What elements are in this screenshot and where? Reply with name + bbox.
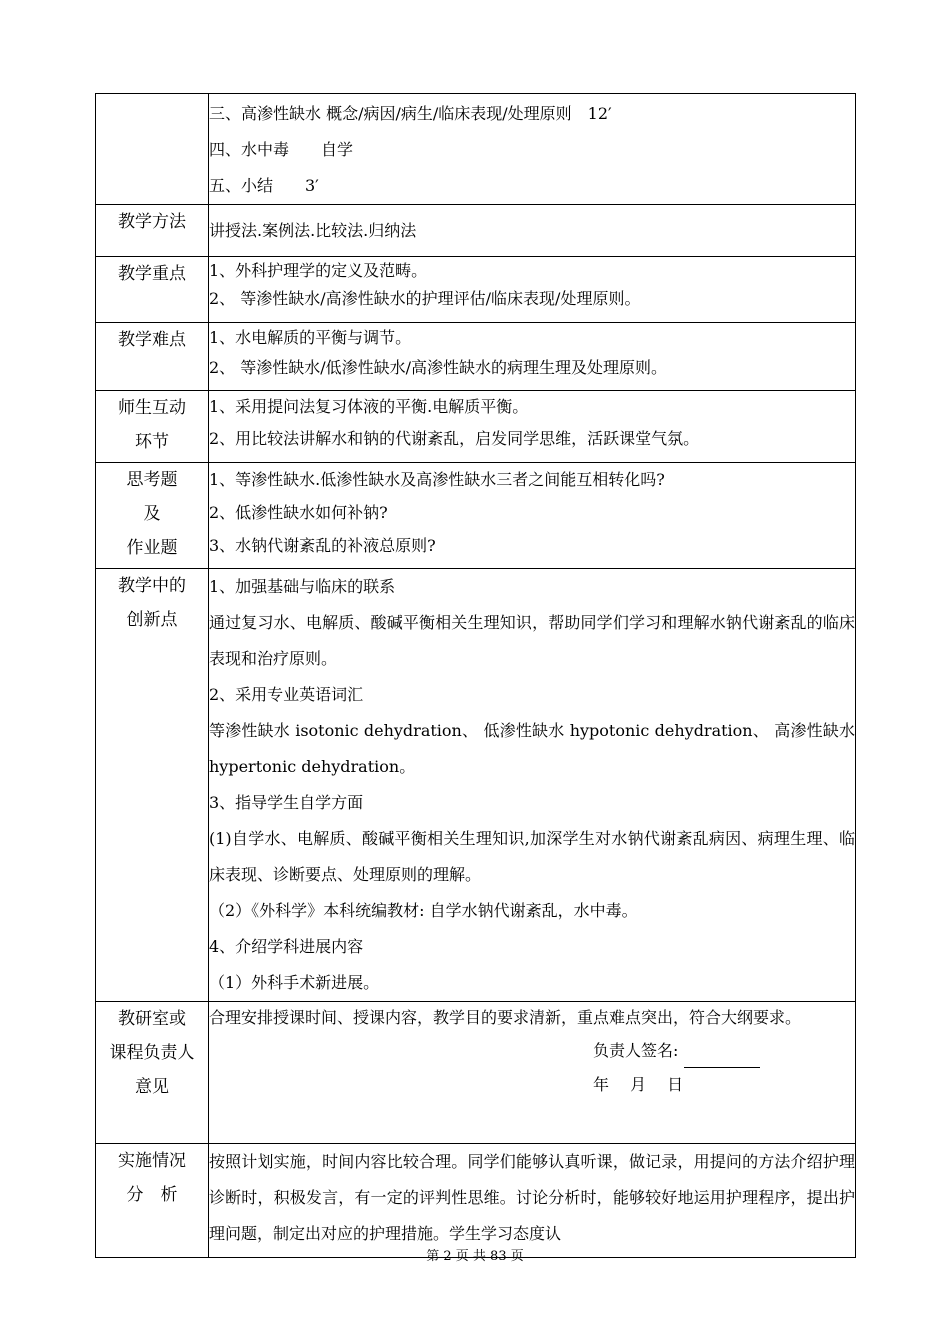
methods-row (96, 205, 856, 257)
innovation-label (96, 569, 209, 1002)
date-line: 年 月 日 (593, 1075, 684, 1094)
implementation-content (209, 1144, 856, 1258)
implementation-row (96, 1144, 856, 1258)
homework-label-line1: 思考题 (126, 470, 178, 490)
innovation-label-line2: 创新点 (126, 610, 178, 630)
innovation-content (209, 569, 856, 1002)
page-footer: 第 2 页 共 83 页 (426, 1249, 524, 1264)
innovation-paragraph: 3、指导学生自学方面 (209, 793, 364, 812)
innovation-paragraph: （2）《外科学》本科统编教材: 自学水钠代谢紊乱，水中毒。 (209, 901, 638, 920)
key-points-label: 教学重点 (96, 257, 209, 323)
innovation-paragraph: 等渗性缺水 isotonic dehydration、 低渗性缺水 hypotonic dehydration、 高渗性缺水 hypertonic dehydration。 (209, 721, 855, 776)
difficulty-item: 1、水电解质的平衡与调节。 (209, 328, 412, 347)
methods-label: 教学方法 (96, 205, 209, 257)
difficulty-item: 2、 等渗性缺水/低渗性缺水/高渗性缺水的病理生理及处理原则。 (209, 358, 668, 377)
implementation-label (96, 1144, 209, 1258)
innovation-label-line1: 教学中的 (118, 576, 186, 596)
review-text: 合理安排授课时间、授课内容，教学目的要求清新，重点难点突出，符合大纲要求。 (209, 1008, 802, 1027)
methods-value: 讲授法.案例法.比较法.归纳法 (209, 220, 417, 240)
signature-line (209, 1034, 855, 1068)
innovation-paragraph: 1、加强基础与临床的联系 (209, 577, 396, 596)
innovation-paragraph: 通过复习水、电解质、酸碱平衡相关生理知识，帮助同学们学习和理解水钠代谢紊乱的临床表现和治疗原则。 (209, 613, 855, 668)
key-point-item: 1、外科护理学的定义及范畴。 (209, 261, 428, 280)
difficulties-content (209, 323, 856, 391)
interaction-content (209, 391, 856, 463)
outline-item-4: 四、水中毒 自学 (209, 140, 354, 159)
interaction-label-line1: 师生互动 (118, 398, 186, 418)
homework-item: 3、水钠代谢紊乱的补液总原则? (209, 536, 436, 555)
key-points-row (96, 257, 856, 323)
homework-label-line3: 作业题 (126, 538, 178, 558)
innovation-paragraph: (1)自学水、电解质、酸碱平衡相关生理知识,加深学生对水钠代谢紊乱病因、病理生理、临床表现、诊断要点、处理原则的理解。 (209, 829, 855, 884)
homework-content (209, 463, 856, 569)
outline-item-3: 三、高渗性缺水 概念/病因/病生/临床表现/处理原则 12′ (209, 104, 612, 123)
difficulties-row (96, 323, 856, 391)
implementation-text: 按照计划实施，时间内容比较合理。同学们能够认真听课，做记录，用提问的方法介绍护理诊断时，积极发言，有一定的评判性思维。讨论分析时，能够较好地运用护理程序，提出护理问题，制定出对应的护理措施。学生学习态度认 (209, 1152, 855, 1243)
innovation-paragraph: 4、介绍学科进展内容 (209, 937, 364, 956)
difficulties-label: 教学难点 (96, 323, 209, 391)
review-label (96, 1002, 209, 1144)
innovation-paragraph: （1）外科手术新进展。 (209, 973, 380, 992)
homework-row (96, 463, 856, 569)
interaction-row (96, 391, 856, 463)
innovation-row (96, 569, 856, 1002)
key-points-content (209, 257, 856, 323)
homework-label-line2: 及 (143, 504, 161, 524)
outline-content (209, 94, 856, 205)
outline-label-cell (96, 94, 209, 205)
key-point-item: 2、 等渗性缺水/高渗性缺水的护理评估/临床表现/处理原则。 (209, 289, 641, 308)
review-row (96, 1002, 856, 1144)
outline-row (96, 94, 856, 205)
interaction-label-line2: 环节 (135, 432, 169, 452)
review-content (209, 1002, 856, 1144)
implementation-label-line2: 分 析 (126, 1185, 178, 1205)
homework-item: 2、低渗性缺水如何补钠? (209, 503, 388, 522)
homework-label (96, 463, 209, 569)
interaction-label (96, 391, 209, 463)
review-label-line2: 课程负责人 (109, 1043, 195, 1063)
methods-text (209, 205, 856, 257)
signature-blank (684, 1047, 760, 1068)
review-label-line3: 意见 (135, 1077, 169, 1097)
signature-label: 负责人签名: (593, 1041, 679, 1060)
outline-item-5: 五、小结 3′ (209, 176, 319, 195)
homework-item: 1、等渗性缺水.低渗性缺水及高渗性缺水三者之间能互相转化吗? (209, 470, 665, 489)
implementation-label-line1: 实施情况 (118, 1151, 186, 1171)
innovation-paragraph: 2、采用专业英语词汇 (209, 685, 364, 704)
review-label-line1: 教研室或 (118, 1009, 186, 1029)
lesson-plan-table (95, 93, 856, 1258)
interaction-item: 1、采用提问法复习体液的平衡.电解质平衡。 (209, 397, 529, 416)
interaction-item: 2、用比较法讲解水和钠的代谢紊乱，启发同学思维，活跃课堂气氛。 (209, 429, 700, 448)
